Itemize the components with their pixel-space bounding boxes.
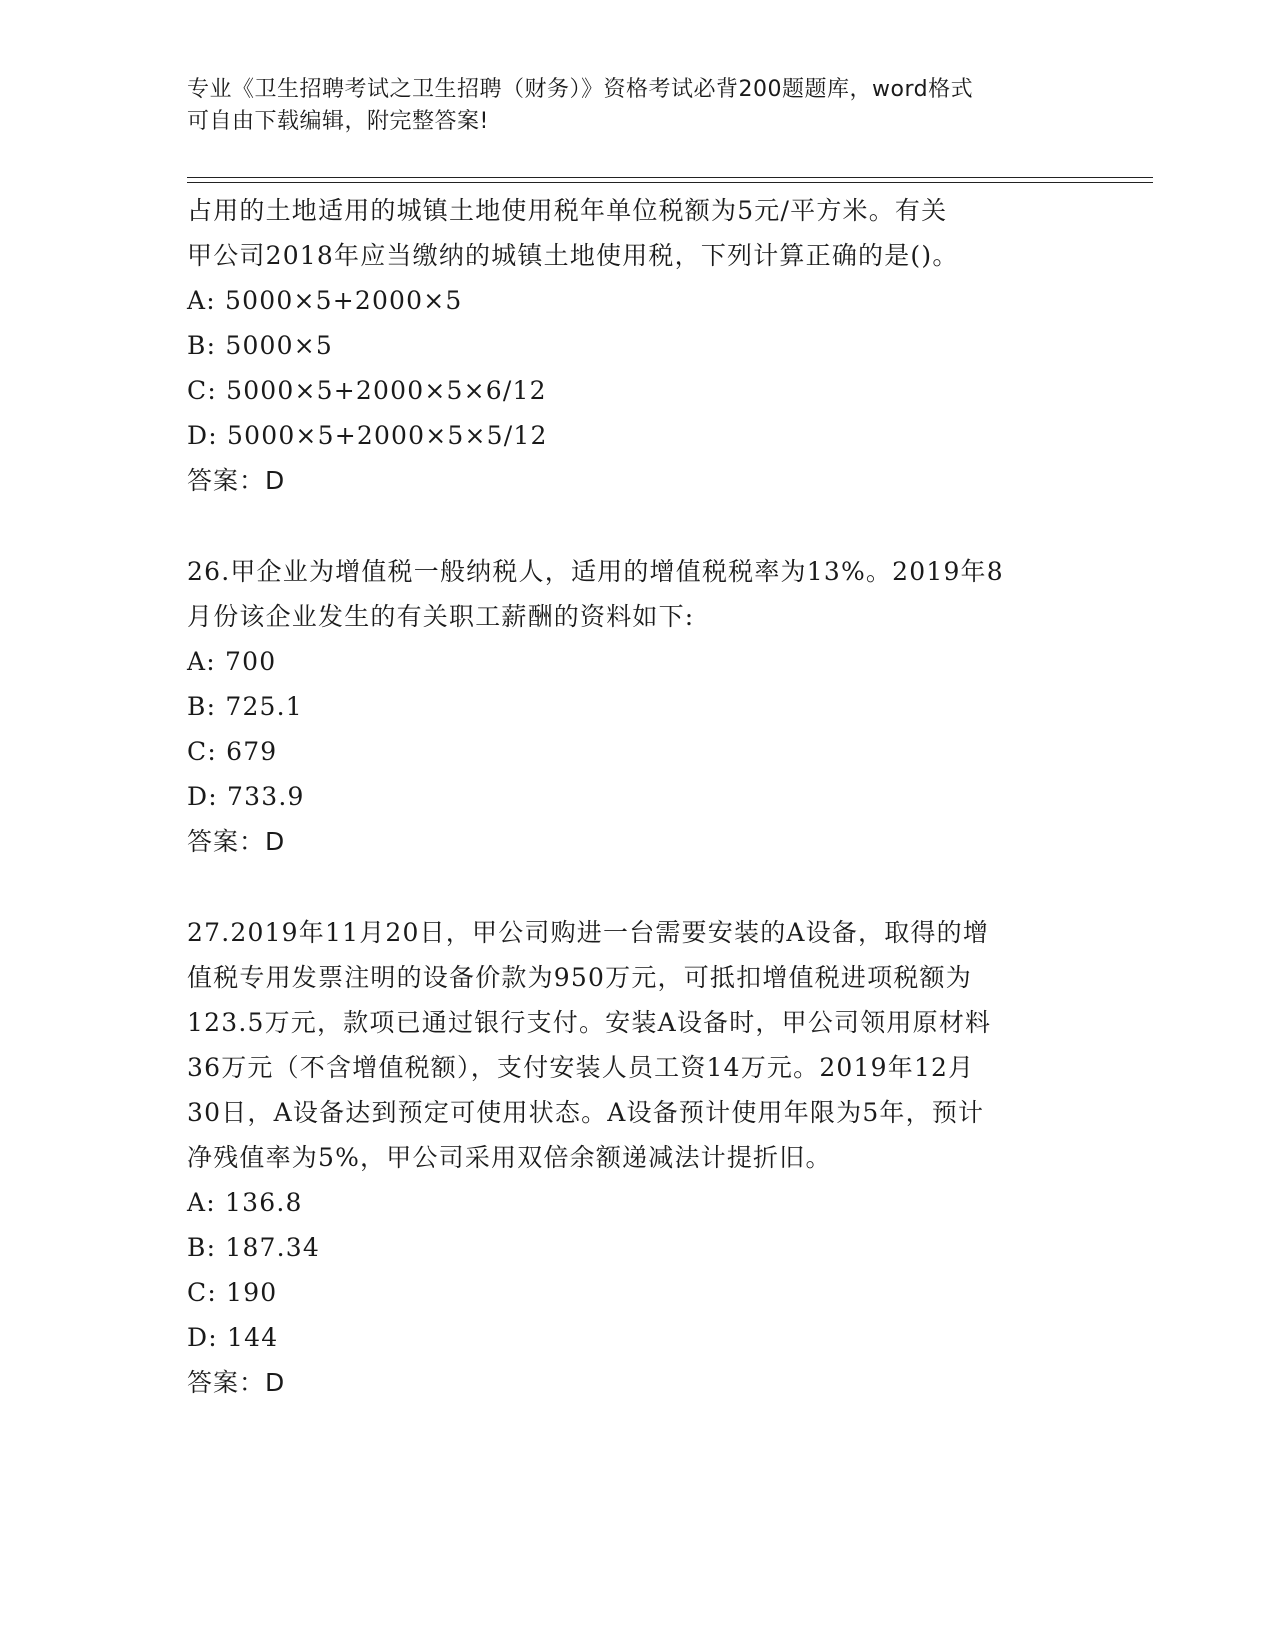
spacer — [187, 504, 1087, 549]
question-25 — [187, 188, 1087, 504]
option-c: C: 679 — [187, 737, 278, 766]
question-text-line: 123.5万元，款项已通过银行支付。安装A设备时，甲公司领用原材料 — [187, 1008, 992, 1037]
option-b: B: 5000×5 — [187, 331, 334, 360]
answer-label: 答案：D — [187, 466, 286, 495]
question-text-line: 值税专用发票注明的设备价款为950万元，可抵扣增值税进项税额为 — [187, 963, 972, 992]
option-b: B: 187.34 — [187, 1233, 321, 1262]
question-text-line: 36万元（不含增值税额），支付安装人员工资14万元。2019年12月 — [187, 1053, 975, 1082]
question-text-line: 净残值率为5%，甲公司采用双倍余额递减法计提折旧。 — [187, 1143, 832, 1172]
document-header — [187, 74, 1067, 138]
option-c: C: 5000×5+2000×5×6/12 — [187, 376, 547, 405]
header-title-line-1: 专业《卫生招聘考试之卫生招聘（财务）》资格考试必背200题题库，word格式 — [187, 77, 974, 102]
option-d: D: 144 — [187, 1323, 279, 1352]
header-rule-bottom — [187, 182, 1153, 183]
header-rule-top — [187, 177, 1153, 178]
question-text-line: 占用的土地适用的城镇土地使用税年单位税额为5元/平方米。有关 — [187, 196, 948, 225]
question-text-line: 27.2019年11月20日，甲公司购进一台需要安装的A设备，取得的增 — [187, 918, 990, 947]
question-text-line: 月份该企业发生的有关职工薪酬的资料如下: — [187, 602, 695, 631]
question-26 — [187, 549, 1087, 865]
header-title-line-2: 可自由下载编辑，附完整答案! — [187, 109, 489, 134]
option-c: C: 190 — [187, 1278, 278, 1307]
option-d: D: 733.9 — [187, 782, 305, 811]
option-b: B: 725.1 — [187, 692, 303, 721]
option-a: A: 5000×5+2000×5 — [187, 286, 463, 315]
spacer — [187, 865, 1087, 910]
option-d: D: 5000×5+2000×5×5/12 — [187, 421, 548, 450]
answer-label: 答案：D — [187, 1368, 286, 1397]
option-a: A: 700 — [187, 647, 277, 676]
question-27 — [187, 910, 1087, 1406]
question-text-line: 26.甲企业为增值税一般纳税人，适用的增值税税率为13%。2019年8 — [187, 557, 1004, 586]
answer-label: 答案：D — [187, 827, 286, 856]
option-a: A: 136.8 — [187, 1188, 303, 1217]
question-text-line: 30日，A设备达到预定可使用状态。A设备预计使用年限为5年，预计 — [187, 1098, 985, 1127]
document-body — [187, 188, 1087, 1406]
question-text-line: 甲公司2018年应当缴纳的城镇土地使用税，下列计算正确的是()。 — [187, 241, 959, 270]
